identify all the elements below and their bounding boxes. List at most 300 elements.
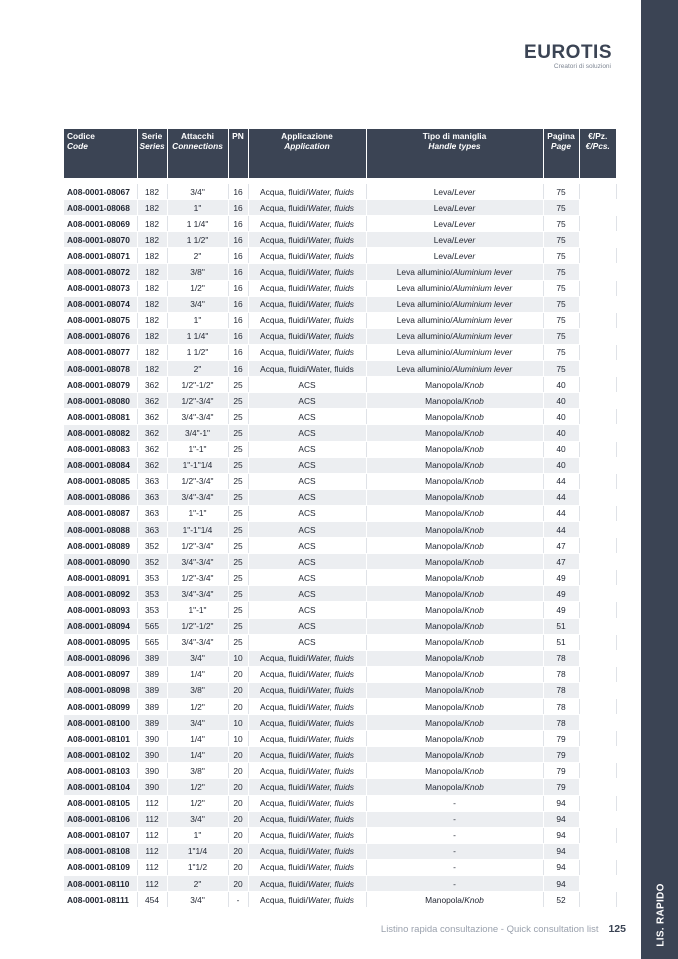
cell-series: 362 [137,377,167,393]
cell-connections: 1" [167,200,228,216]
cell-price [579,473,616,489]
cell-page: 78 [543,699,579,715]
cell-pn: 16 [228,200,248,216]
cell-connections: 1/2"-3/4" [167,538,228,554]
cell-code: A08-0001-08104 [64,779,137,795]
cell-application: ACS [248,489,366,505]
cell-application: Acqua, fluidi/Water, fluids [248,280,366,296]
table-row [64,763,616,779]
cell-application: ACS [248,473,366,489]
cell-handle-type: Manopola/Knob [366,570,543,586]
cell-price [579,409,616,425]
cell-page: 75 [543,361,579,377]
table-row [64,296,616,312]
cell-price [579,328,616,344]
cell-series: 353 [137,602,167,618]
cell-series: 182 [137,361,167,377]
cell-code: A08-0001-08068 [64,200,137,216]
cell-application: Acqua, fluidi/Water, fluids [248,715,366,731]
cell-pn: 16 [228,344,248,360]
cell-page: 94 [543,876,579,892]
cell-handle-type: Manopola/Knob [366,618,543,634]
cell-page: 75 [543,248,579,264]
cell-price [579,538,616,554]
cell-handle-type: - [366,811,543,827]
cell-pn: 20 [228,811,248,827]
cell-handle-type: Manopola/Knob [366,747,543,763]
column-header-it: Applicazione [281,131,333,141]
cell-application: Acqua, fluidi/Water, fluids [248,296,366,312]
cell-handle-type: Leva alluminio/Aluminium lever [366,361,543,377]
cell-page: 78 [543,682,579,698]
column-header-en: Page [550,141,572,151]
table-row [64,795,616,811]
cell-pn: 16 [228,312,248,328]
cell-price [579,216,616,232]
cell-pn: 25 [228,602,248,618]
cell-code: A08-0001-08079 [64,377,137,393]
cell-series: 390 [137,779,167,795]
cell-pn: 10 [228,731,248,747]
cell-application: Acqua, fluidi/Water, fluids [248,264,366,280]
sidebar-label: LIS. RAPIDO [655,883,667,947]
cell-code: A08-0001-08109 [64,859,137,875]
cell-connections: 3/4" [167,296,228,312]
cell-handle-type: Manopola/Knob [366,377,543,393]
cell-application: Acqua, fluidi/Water, fluids [248,328,366,344]
cell-application: Acqua, fluidi/Water, fluids [248,876,366,892]
cell-page: 79 [543,779,579,795]
cell-connections: 2" [167,361,228,377]
cell-connections: 1/2"-1/2" [167,377,228,393]
cell-connections: 3/4"-3/4" [167,409,228,425]
cell-pn: 10 [228,650,248,666]
cell-connections: 3/4"-3/4" [167,586,228,602]
cell-price [579,554,616,570]
cell-code: A08-0001-08095 [64,634,137,650]
cell-code: A08-0001-08076 [64,328,137,344]
cell-code: A08-0001-08070 [64,232,137,248]
cell-pn: 25 [228,425,248,441]
cell-connections: 1 1/2" [167,232,228,248]
cell-pn: 25 [228,377,248,393]
cell-pn: 25 [228,393,248,409]
brand-logo [520,42,620,74]
cell-connections: 1" [167,312,228,328]
cell-application: ACS [248,409,366,425]
cell-page: 94 [543,843,579,859]
table-row [64,554,616,570]
cell-pn: 20 [228,666,248,682]
cell-pn: 16 [228,232,248,248]
cell-price [579,312,616,328]
cell-code: A08-0001-08096 [64,650,137,666]
cell-series: 362 [137,425,167,441]
cell-price [579,715,616,731]
cell-code: A08-0001-08088 [64,521,137,537]
cell-code: A08-0001-08074 [64,296,137,312]
cell-page: 75 [543,232,579,248]
cell-price [579,457,616,473]
cell-price [579,248,616,264]
cell-application: ACS [248,618,366,634]
column-header-it: Attacchi [180,131,215,141]
cell-series: 362 [137,393,167,409]
cell-handle-type: Manopola/Knob [366,521,543,537]
cell-series: 352 [137,554,167,570]
cell-pn: 16 [228,328,248,344]
cell-code: A08-0001-08087 [64,505,137,521]
column-header [366,129,543,178]
cell-series: 389 [137,666,167,682]
cell-page: 49 [543,570,579,586]
cell-handle-type: Manopola/Knob [366,699,543,715]
cell-page: 40 [543,377,579,393]
cell-handle-type: Leva alluminio/Aluminium lever [366,264,543,280]
cell-pn: 20 [228,747,248,763]
cell-price [579,747,616,763]
cell-series: 353 [137,586,167,602]
cell-page: 51 [543,618,579,634]
cell-series: 389 [137,699,167,715]
cell-page: 94 [543,859,579,875]
cell-application: ACS [248,457,366,473]
cell-connections: 3/8" [167,264,228,280]
cell-code: A08-0001-08111 [64,892,137,908]
column-header [228,129,248,178]
cell-code: A08-0001-08099 [64,699,137,715]
cell-series: 182 [137,216,167,232]
cell-page: 75 [543,296,579,312]
cell-connections: 1/2"-3/4" [167,473,228,489]
cell-application: ACS [248,441,366,457]
column-header-it: Codice [67,131,95,141]
cell-page: 49 [543,602,579,618]
cell-connections: 3/8" [167,682,228,698]
cell-series: 390 [137,763,167,779]
cell-application: Acqua, fluidi/Water, fluids [248,232,366,248]
table-row [64,715,616,731]
cell-application: Acqua, fluidi/Water, fluids [248,682,366,698]
cell-page: 75 [543,280,579,296]
cell-series: 363 [137,521,167,537]
cell-pn: 25 [228,409,248,425]
cell-series: 389 [137,682,167,698]
cell-handle-type: Leva alluminio/Aluminium lever [366,312,543,328]
cell-series: 362 [137,409,167,425]
cell-series: 182 [137,344,167,360]
cell-series: 182 [137,264,167,280]
table-row [64,843,616,859]
cell-pn: 20 [228,843,248,859]
cell-price [579,859,616,875]
cell-page: 75 [543,264,579,280]
cell-application: ACS [248,425,366,441]
cell-series: 565 [137,634,167,650]
cell-application: Acqua, fluidi/Water, fluids [248,650,366,666]
column-header-it: Pagina [547,131,575,141]
cell-price [579,489,616,505]
cell-code: A08-0001-08102 [64,747,137,763]
table-row [64,377,616,393]
cell-code: A08-0001-08072 [64,264,137,280]
cell-series: 112 [137,811,167,827]
cell-code: A08-0001-08094 [64,618,137,634]
cell-connections: 3/4" [167,650,228,666]
cell-page: 52 [543,892,579,908]
cell-connections: 1 1/4" [167,216,228,232]
cell-code: A08-0001-08110 [64,876,137,892]
cell-code: A08-0001-08089 [64,538,137,554]
price-list-table [64,129,617,908]
cell-connections: 3/4"-3/4" [167,634,228,650]
cell-handle-type: Leva/Lever [366,216,543,232]
cell-series: 362 [137,441,167,457]
table-row [64,248,616,264]
cell-code: A08-0001-08092 [64,586,137,602]
cell-application: Acqua, fluidi/Water, fluids [248,827,366,843]
table-row [64,731,616,747]
cell-connections: 1"1/2 [167,859,228,875]
cell-series: 454 [137,892,167,908]
cell-application: Acqua, fluidi/Water, fluids [248,892,366,908]
cell-connections: 3/4" [167,715,228,731]
table-row [64,457,616,473]
cell-price [579,264,616,280]
cell-handle-type: - [366,876,543,892]
cell-application: ACS [248,505,366,521]
cell-handle-type: Manopola/Knob [366,586,543,602]
cell-price [579,731,616,747]
cell-code: A08-0001-08067 [64,184,137,200]
table-row [64,312,616,328]
column-header [64,129,137,178]
table-row [64,409,616,425]
cell-series: 390 [137,731,167,747]
cell-pn: 25 [228,570,248,586]
cell-series: 363 [137,505,167,521]
cell-pn: 16 [228,296,248,312]
cell-code: A08-0001-08105 [64,795,137,811]
cell-price [579,184,616,200]
cell-code: A08-0001-08078 [64,361,137,377]
cell-application: Acqua, fluidi/Water, fluids [248,248,366,264]
cell-code: A08-0001-08100 [64,715,137,731]
column-header-en: Handle types [428,141,481,151]
cell-code: A08-0001-08077 [64,344,137,360]
cell-price [579,795,616,811]
cell-connections: 1"-1" [167,505,228,521]
table-row [64,779,616,795]
cell-application: Acqua, fluidi/Water, fluids [248,843,366,859]
cell-handle-type: - [366,859,543,875]
cell-price [579,634,616,650]
column-header [137,129,167,178]
cell-code: A08-0001-08093 [64,602,137,618]
cell-handle-type: Leva/Lever [366,248,543,264]
cell-handle-type: Manopola/Knob [366,763,543,779]
cell-pn: 20 [228,876,248,892]
cell-connections: 1/2" [167,280,228,296]
cell-page: 75 [543,344,579,360]
cell-application: Acqua, fluidi/Water, fluids [248,312,366,328]
cell-application: ACS [248,586,366,602]
table-row [64,280,616,296]
cell-price [579,361,616,377]
cell-price [579,200,616,216]
cell-page: 94 [543,827,579,843]
cell-connections: 1" [167,827,228,843]
cell-handle-type: Manopola/Knob [366,666,543,682]
sidebar-band [641,0,678,959]
cell-price [579,586,616,602]
cell-connections: 3/4"-3/4" [167,554,228,570]
cell-pn: 25 [228,538,248,554]
cell-application: Acqua, fluidi/Water, fluids [248,361,366,377]
cell-pn: 16 [228,216,248,232]
cell-application: ACS [248,570,366,586]
table-row [64,876,616,892]
cell-code: A08-0001-08085 [64,473,137,489]
cell-application: Acqua, fluidi/Water, fluids [248,779,366,795]
cell-page: 79 [543,763,579,779]
cell-handle-type: - [366,827,543,843]
brand-tagline: Creatori di soluzioni [553,63,611,70]
cell-code: A08-0001-08080 [64,393,137,409]
cell-price [579,618,616,634]
cell-code: A08-0001-08106 [64,811,137,827]
cell-handle-type: Manopola/Knob [366,425,543,441]
brand-name: EUROTIS [524,42,612,63]
cell-connections: 1/4" [167,747,228,763]
cell-price [579,827,616,843]
cell-application: ACS [248,634,366,650]
cell-application: Acqua, fluidi/Water, fluids [248,184,366,200]
cell-page: 47 [543,554,579,570]
cell-handle-type: Manopola/Knob [366,441,543,457]
cell-series: 182 [137,280,167,296]
cell-page: 47 [543,538,579,554]
table-row [64,618,616,634]
cell-connections: 1"-1"1/4 [167,521,228,537]
cell-handle-type: Leva/Lever [366,232,543,248]
column-header-en: Connections [172,141,223,151]
cell-price [579,232,616,248]
cell-handle-type: Manopola/Knob [366,892,543,908]
cell-handle-type: Manopola/Knob [366,554,543,570]
cell-pn: 20 [228,779,248,795]
cell-application: Acqua, fluidi/Water, fluids [248,216,366,232]
table-body [64,178,616,908]
cell-series: 352 [137,538,167,554]
cell-handle-type: Manopola/Knob [366,634,543,650]
column-header [167,129,228,178]
cell-handle-type: Leva alluminio/Aluminium lever [366,344,543,360]
cell-connections: 1"-1" [167,441,228,457]
table-row [64,393,616,409]
cell-pn: 25 [228,489,248,505]
cell-pn: 20 [228,763,248,779]
cell-price [579,280,616,296]
cell-handle-type: Manopola/Knob [366,473,543,489]
cell-price [579,393,616,409]
cell-price [579,521,616,537]
table-row [64,570,616,586]
cell-application: Acqua, fluidi/Water, fluids [248,666,366,682]
cell-application: ACS [248,538,366,554]
cell-series: 182 [137,232,167,248]
cell-code: A08-0001-08069 [64,216,137,232]
cell-page: 94 [543,811,579,827]
cell-pn: 25 [228,586,248,602]
table-row [64,441,616,457]
cell-connections: 1/4" [167,731,228,747]
cell-connections: 1/4" [167,666,228,682]
table-row [64,264,616,280]
cell-connections: 2" [167,876,228,892]
cell-series: 362 [137,457,167,473]
cell-connections: 1"-1" [167,602,228,618]
cell-application: ACS [248,554,366,570]
cell-code: A08-0001-08090 [64,554,137,570]
cell-handle-type: Manopola/Knob [366,779,543,795]
cell-price [579,843,616,859]
cell-connections: 1 1/2" [167,344,228,360]
cell-pn: 10 [228,715,248,731]
cell-page: 78 [543,666,579,682]
cell-connections: 3/4"-1" [167,425,228,441]
footer-text: Listino rapida consultazione - Quick consultation list [380,924,599,935]
column-header-en: Series [139,141,165,151]
cell-connections: 1/2" [167,699,228,715]
cell-code: A08-0001-08098 [64,682,137,698]
column-header [579,129,616,178]
cell-series: 112 [137,876,167,892]
cell-application: Acqua, fluidi/Water, fluids [248,200,366,216]
cell-handle-type: Manopola/Knob [366,457,543,473]
cell-price [579,505,616,521]
cell-page: 44 [543,473,579,489]
cell-page: 78 [543,650,579,666]
cell-pn: 20 [228,682,248,698]
cell-page: 40 [543,409,579,425]
cell-price [579,892,616,908]
cell-handle-type: Manopola/Knob [366,731,543,747]
cell-application: ACS [248,377,366,393]
table-row [64,232,616,248]
cell-code: A08-0001-08086 [64,489,137,505]
cell-series: 182 [137,184,167,200]
cell-application: ACS [248,393,366,409]
column-header-it: Serie [141,131,163,141]
cell-page: 44 [543,521,579,537]
table-row [64,473,616,489]
cell-page: 94 [543,795,579,811]
cell-series: 182 [137,328,167,344]
cell-pn: - [228,892,248,908]
cell-application: Acqua, fluidi/Water, fluids [248,699,366,715]
table-row [64,747,616,763]
cell-handle-type: Leva alluminio/Aluminium lever [366,296,543,312]
column-header [543,129,579,178]
cell-application: Acqua, fluidi/Water, fluids [248,795,366,811]
cell-connections: 3/4"-3/4" [167,489,228,505]
cell-application: Acqua, fluidi/Water, fluids [248,731,366,747]
cell-page: 79 [543,731,579,747]
table-row [64,328,616,344]
cell-connections: 2" [167,248,228,264]
cell-series: 363 [137,473,167,489]
